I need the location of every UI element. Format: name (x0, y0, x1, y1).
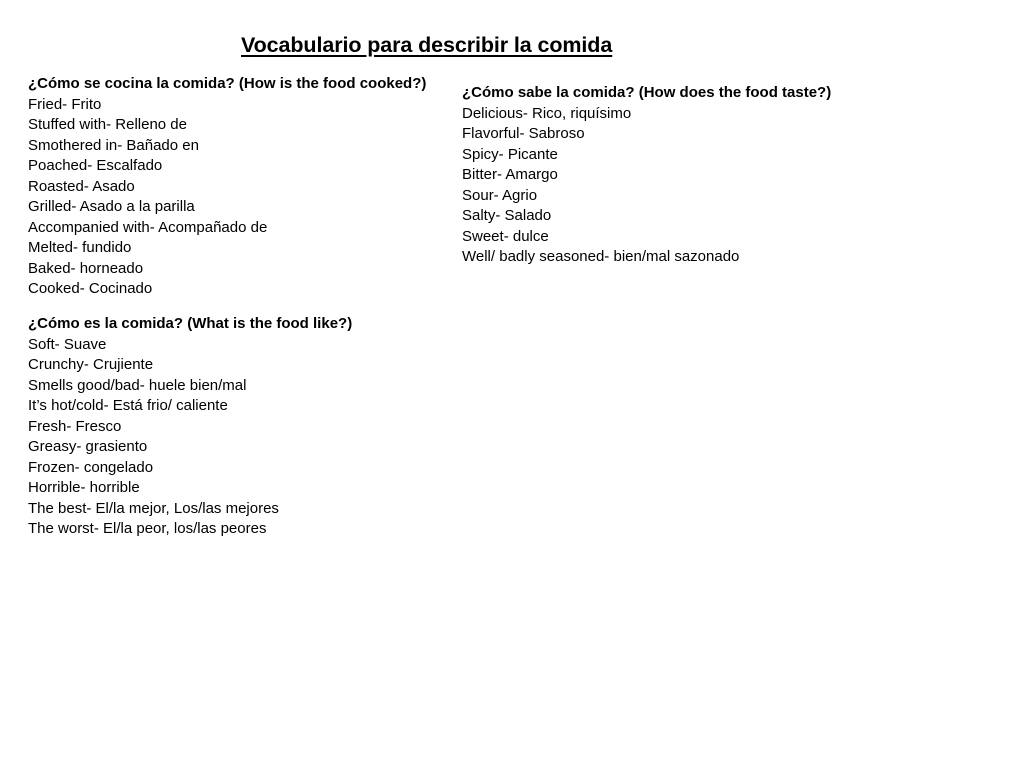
vocab-item: Smells good/bad- huele bien/mal (28, 376, 247, 394)
vocab-item: Grilled- Asado a la parilla (28, 198, 195, 215)
vocab-item: Frozen- congelado (28, 458, 154, 476)
vocab-item: Soft- Suave (28, 335, 107, 353)
vocab-item: Accompanied with- Acompañado de (28, 218, 268, 236)
vocab-item: Poached- Escalfado (28, 157, 163, 174)
vocab-item: Stuffed with- Relleno de (28, 116, 187, 133)
vocab-item: Melted- fundido (28, 239, 132, 256)
vocab-item: The best- El/la mejor, Los/las mejores (28, 499, 279, 517)
vocab-item: The worst- El/la peor, los/las peores (28, 520, 267, 537)
vocab-item: Well/ badly seasoned- bien/mal sazonado (462, 248, 740, 265)
vocab-item: Greasy- grasiento (28, 438, 148, 455)
vocab-item: Crunchy- Crujiente (28, 356, 154, 373)
vocab-item: Roasted- Asado (28, 177, 135, 195)
vocab-item: Fried- Frito (28, 95, 102, 113)
vocab-item: Salty- Salado (462, 207, 552, 224)
section-food-description (28, 314, 352, 540)
vocab-item: Sour- Agrio (462, 186, 538, 204)
vocab-item: Cooked- Cocinado (28, 280, 153, 297)
page-title: Vocabulario para describir la comida (241, 33, 613, 57)
section-heading: ¿Cómo es la comida? (What is the food like?) (28, 315, 353, 332)
vocab-item: Baked- horneado (28, 259, 144, 277)
section-taste (462, 83, 831, 268)
vocab-item: Fresh- Fresco (28, 417, 122, 435)
vocab-item: Flavorful- Sabroso (462, 125, 585, 142)
section-heading: ¿Cómo se cocina la comida? (How is the food cooked?) (28, 75, 427, 92)
vocab-item: It’s hot/cold- Está frio/ caliente (28, 397, 228, 414)
vocab-item: Smothered in- Bañado en (28, 136, 199, 154)
vocab-item: Spicy- Picante (462, 145, 558, 163)
vocab-item: Horrible- horrible (28, 479, 140, 496)
section-heading: ¿Cómo sabe la comida? (How does the food taste?) (462, 84, 832, 101)
vocab-item: Sweet- dulce (462, 227, 549, 245)
vocab-item: Bitter- Amargo (462, 166, 558, 183)
vocab-item: Delicious- Rico, riquísimo (462, 104, 632, 122)
section-cooking-methods (28, 74, 426, 300)
